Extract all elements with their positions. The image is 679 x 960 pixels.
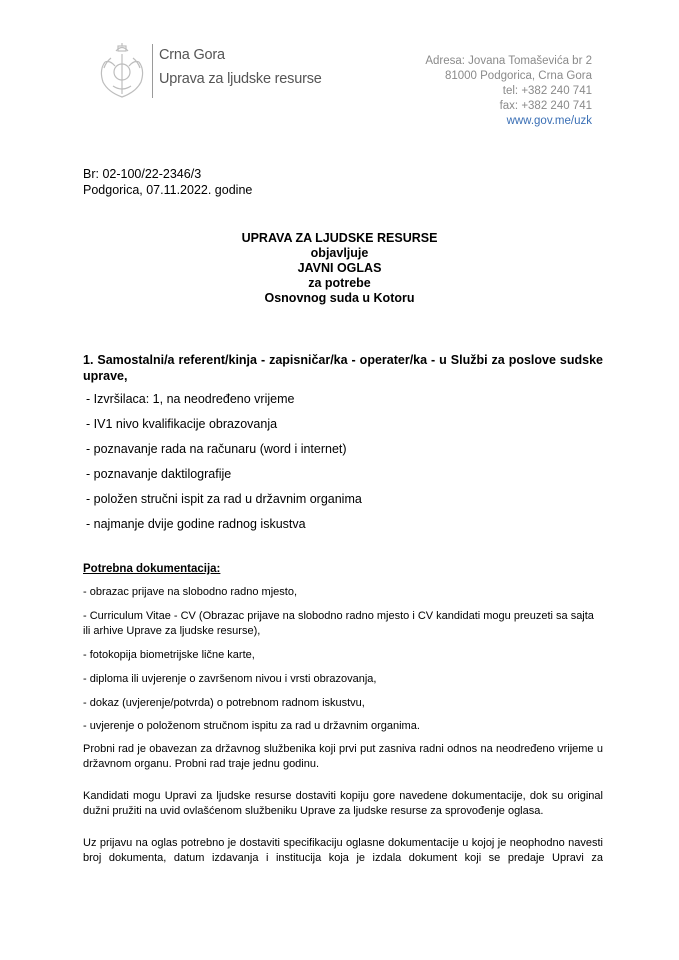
title-line1: UPRAVA ZA LJUDSKE RESURSE (241, 231, 438, 245)
title-line2: objavljuje (310, 246, 369, 260)
coat-of-arms-logo (97, 42, 147, 100)
documentation-item: - uvjerenje o položenom stručnom ispitu za rad u državnim organima. (83, 720, 420, 732)
position-heading: 1. Samostalni/a referent/kinja - zapisničar/ka - operater/ka - u Službi za poslove sudske uprave, (83, 353, 603, 383)
title-line4: za potrebe (308, 276, 371, 290)
copies-paragraph: Kandidati mogu Upravi za ljudske resurse dostaviti kopiju gore navedene dokumentacije, dok su original dužni pružiti na uvid ovlašćenom službeniku Uprave za ljudske resurse za sprovođenje oglasa. (83, 790, 603, 817)
title-line3: JAVNI OGLAS (297, 261, 382, 275)
documentation-item: - diploma ili uvjerenje o završenom nivou i vrsti obrazovanja, (83, 673, 377, 685)
documentation-item: - dokaz (uvjerenje/potvrda) o potrebnom radnom iskustvu, (83, 697, 365, 709)
requirement-item: - poznavanje daktilografije (86, 467, 232, 481)
documentation-item: - Curriculum Vitae - CV (Obrazac prijave na slobodno radno mjesto i CV kandidati mogu preuzeti sa sajta ili arhive Uprave za ljudske resurse), (83, 610, 594, 637)
header-divider (152, 44, 153, 98)
address-tel: tel: +382 240 741 (502, 85, 592, 97)
requirement-item: - IV1 nivo kvalifikacije obrazovanja (86, 417, 278, 431)
website-link[interactable]: www.gov.me/uzk (506, 115, 592, 127)
org-name: Uprava za ljudske resurse (159, 71, 322, 87)
address-block (425, 54, 592, 129)
address-street: Adresa: Jovana Tomaševića br 2 (425, 55, 592, 67)
documentation-item: - fotokopija biometrijske lične karte, (83, 649, 255, 661)
requirement-item: - najmanje dvije godine radnog iskustva (86, 517, 306, 531)
documentation-title: Potrebna dokumentacija: (83, 563, 221, 575)
requirement-item: - Izvršilaca: 1, na neodređeno vrijeme (86, 392, 295, 406)
specification-paragraph: Uz prijavu na oglas potrebno je dostaviti specifikaciju oglasne dokumentacije u kojoj je neophodno navesti broj dokumenta, datum izdavanja i institucija koja je izdala dokument koji se predaje Upravi za (83, 837, 603, 864)
requirement-item: - poznavanje rada na računaru (word i internet) (86, 442, 347, 456)
reference-place-date: Podgorica, 07.11.2022. godine (83, 183, 253, 197)
org-country: Crna Gora (159, 47, 225, 63)
requirement-item: - položen stručni ispit za rad u državnim organima (86, 492, 362, 506)
reference-number: Br: 02-100/22-2346/3 (83, 167, 202, 181)
address-city: 81000 Podgorica, Crna Gora (444, 70, 592, 82)
title-line5: Osnovnog suda u Kotoru (264, 291, 415, 305)
address-fax: fax: +382 240 741 (499, 100, 592, 112)
probation-paragraph: Probni rad je obavezan za državnog službenika koji prvi put zasniva radni odnos na neodređeno vrijeme u državnom organu. Probni rad traje jednu godinu. (83, 743, 603, 770)
documentation-item: - obrazac prijave na slobodno radno mjesto, (83, 586, 298, 598)
